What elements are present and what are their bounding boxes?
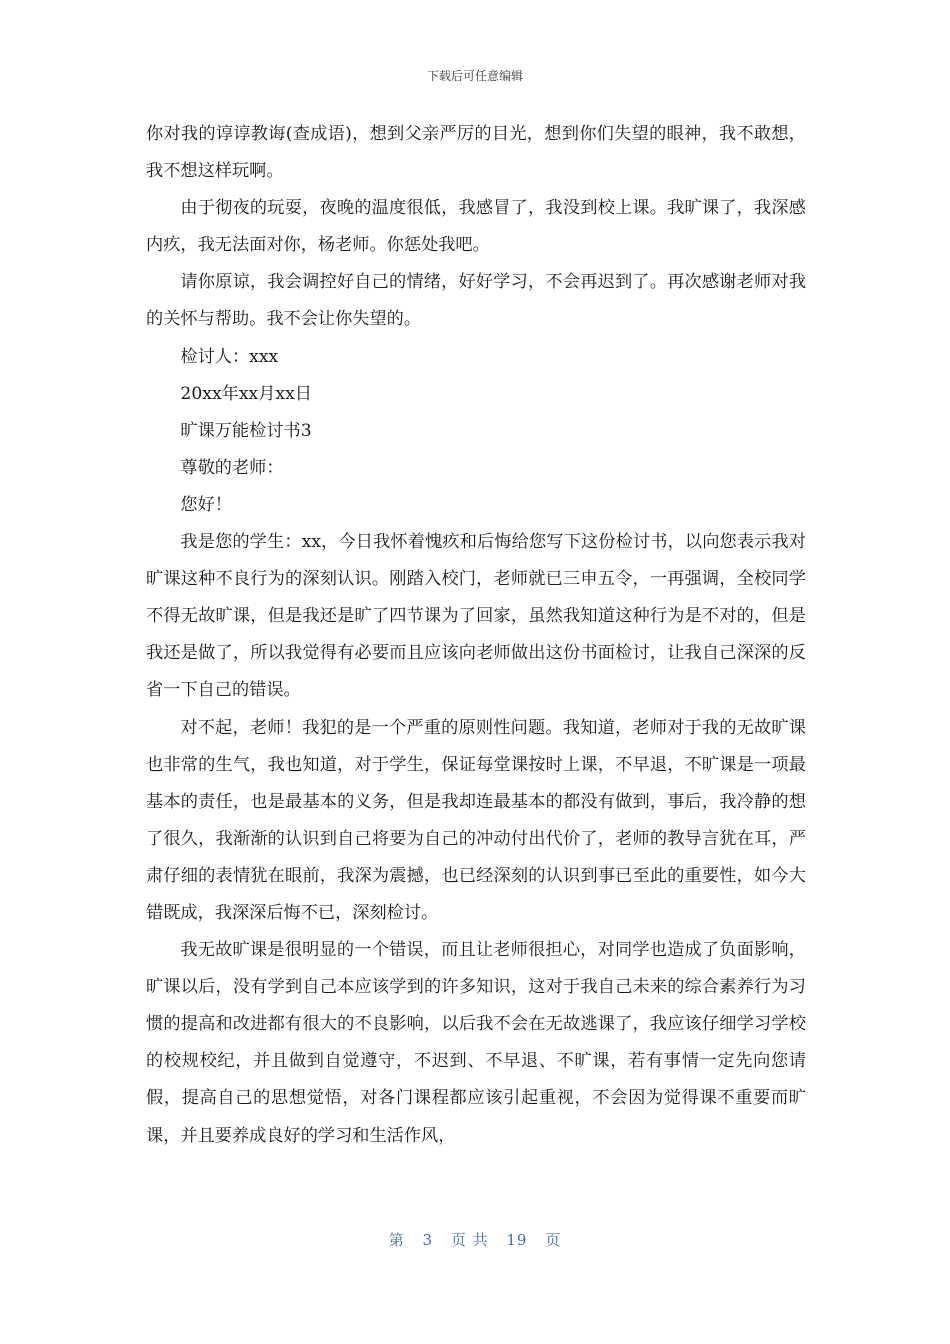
greeting: 您好！ (180, 494, 232, 515)
footer-current-page: 3 (422, 1231, 434, 1249)
signature-line: 检讨人：xxx (180, 346, 279, 367)
date-line: 20xx年xx月xx日 (180, 383, 312, 404)
paragraph-apology: 对不起，老师！我犯的是一个严重的原则性问题。我知道，老师对于我的无故旷课也非常的生气，我也知道，对于学生，保证每堂课按时上课，不早退，不旷课是一项最基本的责任，也是最基本的义务，但是我却连最基本的都没有做到，事后，我冷静的想了很久，我渐渐的认识到自己将要为自己的冲动付出代价了，老师的教导言犹在耳，严肃仔细的表情犹在眼前，我深为震撼，也已经深刻的认识到事已至此的重要性，如今大错既成，我深深后悔不已，深刻检讨。 (146, 717, 806, 923)
footer-total-pages: 19 (506, 1231, 528, 1249)
footer-label-of: 页 共 (450, 1231, 489, 1249)
paragraph-intro: 我是您的学生：xx，今日我怀着愧疚和后悔给您写下这份检讨书，以向您表示我对旷课这种不良行为的深刻认识。刚踏入校门，老师就已三申五令，一再强调，全校同学不得无故旷课，但是我还是旷了四节课为了回家，虽然我知道这种行为是不对的，但是我还是做了，所以我觉得有必要而且应该向老师做出这份书面检讨，让我自己深深的反省一下自己的错误。 (146, 532, 806, 701)
page-footer (0, 1229, 950, 1250)
document-body (146, 116, 806, 1155)
paragraph-2: 由于彻夜的玩耍，夜晚的温度很低，我感冒了，我没到校上课。我旷课了，我深感内疚，我无法面对你，杨老师。你惩处我吧。 (146, 198, 806, 256)
footer-label-end: 页 (545, 1231, 562, 1249)
salutation: 尊敬的老师： (180, 457, 284, 478)
footer-label-page: 第 (388, 1231, 405, 1249)
section-title: 旷课万能检讨书3 (180, 420, 312, 441)
paragraph-3: 请你原谅，我会调控好自己的情绪，好好学习，不会再迟到了。再次感谢老师对我的关怀与帮助。我不会让你失望的。 (146, 272, 806, 330)
paragraph-1: 你对我的谆谆教诲(查成语)，想到父亲严厉的目光，想到你们失望的眼神，我不敢想，我不想这样玩啊。 (146, 124, 806, 182)
paragraph-reflection: 我无故旷课是很明显的一个错误，而且让老师很担心，对同学也造成了负面影响，旷课以后，没有学到自己本应该学到的许多知识，这对于我自己未来的综合素养行为习惯的提高和改进都有很大的不良影响，以后我不会在无故逃课了，我应该仔细学习学校的校规校纪，并且做到自觉遵守，不迟到、不早退、不旷课，若有事情一定先向您请假，提高自己的思想觉悟，对各门课程都应该引起重视，不会因为觉得课不重要而旷课，并且要养成良好的学习和生活作风， (146, 940, 806, 1146)
page-header: 下载后可任意编辑 (426, 69, 523, 83)
